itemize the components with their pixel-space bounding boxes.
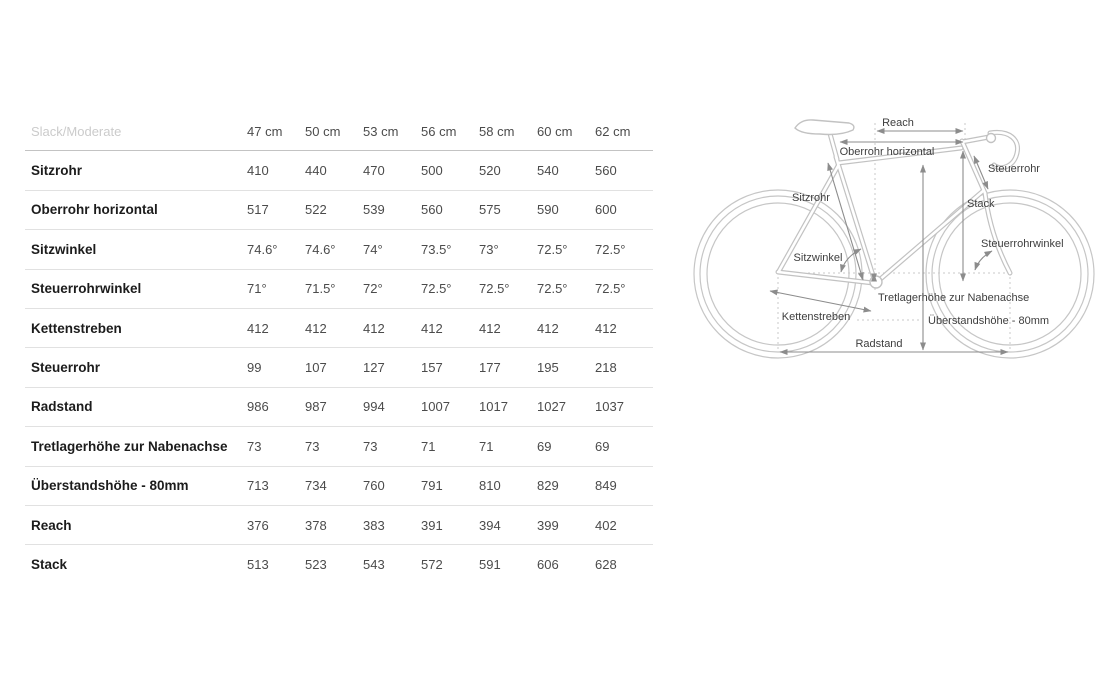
value-cell: 513 bbox=[247, 556, 269, 572]
value-cell: 74.6° bbox=[305, 230, 363, 269]
value-cell: 540 bbox=[537, 151, 595, 190]
value-cell: 590 bbox=[537, 190, 595, 229]
value-cell: 107 bbox=[305, 348, 363, 387]
diagram-label-kettenstreben: Kettenstreben bbox=[781, 311, 851, 323]
value-cell: 412 bbox=[595, 308, 653, 347]
column-header: 47 cm bbox=[247, 112, 305, 151]
saddle bbox=[795, 120, 854, 135]
value-cell: 987 bbox=[305, 387, 363, 426]
value-cell: 1017 bbox=[479, 387, 537, 426]
value-cell: 157 bbox=[421, 348, 479, 387]
value-cell: 73 bbox=[247, 427, 305, 466]
value-cell: 412 bbox=[305, 308, 363, 347]
value-cell: 74.6° bbox=[247, 230, 305, 269]
table-row bbox=[25, 427, 653, 466]
value-cell: 72.5° bbox=[537, 269, 595, 308]
value-cell: 470 bbox=[363, 151, 421, 190]
bottom-bracket bbox=[870, 276, 882, 288]
row-label: Stack bbox=[31, 556, 68, 572]
diagram-label-reach: Reach bbox=[882, 117, 914, 129]
geometry-table-header-row bbox=[25, 112, 653, 151]
value-cell: 440 bbox=[305, 151, 363, 190]
column-header: 60 cm bbox=[537, 112, 595, 151]
column-header: 62 cm bbox=[595, 112, 653, 151]
diagram-label-stack: Stack bbox=[967, 198, 995, 210]
row-label: Überstandshöhe - 80mm bbox=[25, 466, 247, 505]
value-cell: 1037 bbox=[595, 387, 653, 426]
table-row bbox=[25, 230, 653, 269]
value-cell: 73 bbox=[305, 427, 363, 466]
value-cell: 71 bbox=[421, 427, 479, 466]
value-cell: 412 bbox=[537, 308, 595, 347]
value-cell: 72.5° bbox=[479, 269, 537, 308]
value-cell: 520 bbox=[479, 151, 537, 190]
row-label: Reach bbox=[25, 505, 247, 544]
value-cell: 849 bbox=[595, 466, 653, 505]
value-cell: 73° bbox=[479, 230, 537, 269]
value-cell: 560 bbox=[595, 151, 653, 190]
table-title: Slack/Moderate bbox=[25, 112, 247, 151]
value-cell: 402 bbox=[595, 505, 653, 544]
row-label: Kettenstreben bbox=[25, 308, 247, 347]
value-cell: 195 bbox=[537, 348, 595, 387]
table-row bbox=[25, 190, 653, 229]
value-cell: 543 bbox=[363, 556, 385, 572]
value-cell: 71° bbox=[247, 269, 305, 308]
table-row bbox=[25, 505, 653, 544]
column-header: 58 cm bbox=[479, 112, 537, 151]
value-cell: 391 bbox=[421, 505, 479, 544]
table-row bbox=[25, 308, 653, 347]
row-label: Steuerrohr bbox=[25, 348, 247, 387]
row-label: Oberrohr horizontal bbox=[25, 190, 247, 229]
value-cell: 399 bbox=[537, 505, 595, 544]
value-cell: 713 bbox=[247, 466, 305, 505]
diagram-label-oberrohr: Oberrohr horizontal bbox=[839, 146, 935, 158]
value-cell: 383 bbox=[363, 505, 421, 544]
handlebar-clamp bbox=[987, 134, 996, 143]
diagram-label-steuerrohr: Steuerrohr bbox=[988, 163, 1040, 175]
table-row bbox=[25, 466, 653, 505]
value-cell: 412 bbox=[247, 308, 305, 347]
value-cell: 522 bbox=[305, 190, 363, 229]
value-cell: 572 bbox=[421, 556, 443, 572]
value-cell: 986 bbox=[247, 387, 305, 426]
value-cell: 72.5° bbox=[595, 269, 653, 308]
value-cell: 412 bbox=[421, 308, 479, 347]
value-cell: 1007 bbox=[421, 387, 479, 426]
value-cell: 73 bbox=[363, 427, 421, 466]
value-cell: 72.5° bbox=[537, 230, 595, 269]
column-header: 50 cm bbox=[305, 112, 363, 151]
diagram-label-sitzwinkel: Sitzwinkel bbox=[793, 252, 843, 264]
value-cell: 69 bbox=[537, 427, 595, 466]
diagram-label-steuerrohrwinkel: Steuerrohrwinkel bbox=[981, 238, 1064, 250]
value-cell: 71 bbox=[479, 427, 537, 466]
value-cell: 412 bbox=[479, 308, 537, 347]
value-cell: 73.5° bbox=[421, 230, 479, 269]
value-cell: 410 bbox=[247, 151, 305, 190]
geometry-table-head bbox=[25, 112, 653, 151]
value-cell: 994 bbox=[363, 387, 421, 426]
value-cell: 412 bbox=[363, 308, 421, 347]
value-cell: 74° bbox=[363, 230, 421, 269]
value-cell: 539 bbox=[363, 190, 421, 229]
row-label: Sitzrohr bbox=[25, 151, 247, 190]
geometry-table-body bbox=[25, 151, 653, 584]
column-header: 56 cm bbox=[421, 112, 479, 151]
table-row bbox=[25, 387, 653, 426]
value-cell: 628 bbox=[595, 556, 617, 572]
diagram-label-tretlagerhoehe: Tretlagerhöhe zur Nabenachse bbox=[878, 292, 1030, 304]
value-cell: 72.5° bbox=[421, 269, 479, 308]
row-label: Steuerrohrwinkel bbox=[25, 269, 247, 308]
column-header: 53 cm bbox=[363, 112, 421, 151]
value-cell: 99 bbox=[247, 348, 305, 387]
table-row bbox=[25, 348, 653, 387]
value-cell: 376 bbox=[247, 505, 305, 544]
value-cell: 69 bbox=[595, 427, 653, 466]
row-label: Sitzwinkel bbox=[25, 230, 247, 269]
diagram-label-ueberstandshoehe: Überstandshöhe - 80mm bbox=[928, 315, 1050, 327]
value-cell: 575 bbox=[479, 190, 537, 229]
row-label: Tretlagerhöhe zur Nabenachse bbox=[25, 427, 247, 466]
value-cell: 500 bbox=[421, 151, 479, 190]
value-cell: 378 bbox=[305, 505, 363, 544]
geometry-table bbox=[25, 112, 653, 584]
value-cell: 72° bbox=[363, 269, 421, 308]
diagram-label-radstand: Radstand bbox=[855, 338, 903, 350]
value-cell: 177 bbox=[479, 348, 537, 387]
table-row bbox=[25, 545, 653, 584]
value-cell: 1027 bbox=[537, 387, 595, 426]
value-cell: 606 bbox=[537, 556, 559, 572]
value-cell: 523 bbox=[305, 556, 327, 572]
value-cell: 71.5° bbox=[305, 269, 363, 308]
value-cell: 760 bbox=[363, 466, 421, 505]
value-cell: 72.5° bbox=[595, 230, 653, 269]
value-cell: 218 bbox=[595, 348, 653, 387]
table-row bbox=[25, 151, 653, 190]
value-cell: 829 bbox=[537, 466, 595, 505]
bike-geometry-diagram bbox=[690, 95, 1119, 380]
value-cell: 560 bbox=[421, 190, 479, 229]
table-row bbox=[25, 269, 653, 308]
value-cell: 591 bbox=[479, 556, 501, 572]
value-cell: 600 bbox=[595, 190, 653, 229]
value-cell: 734 bbox=[305, 466, 363, 505]
value-cell: 517 bbox=[247, 190, 305, 229]
value-cell: 810 bbox=[479, 466, 537, 505]
row-label: Radstand bbox=[25, 387, 247, 426]
value-cell: 791 bbox=[421, 466, 479, 505]
value-cell: 394 bbox=[479, 505, 537, 544]
diagram-label-sitzrohr: Sitzrohr bbox=[792, 192, 830, 204]
value-cell: 127 bbox=[363, 348, 421, 387]
